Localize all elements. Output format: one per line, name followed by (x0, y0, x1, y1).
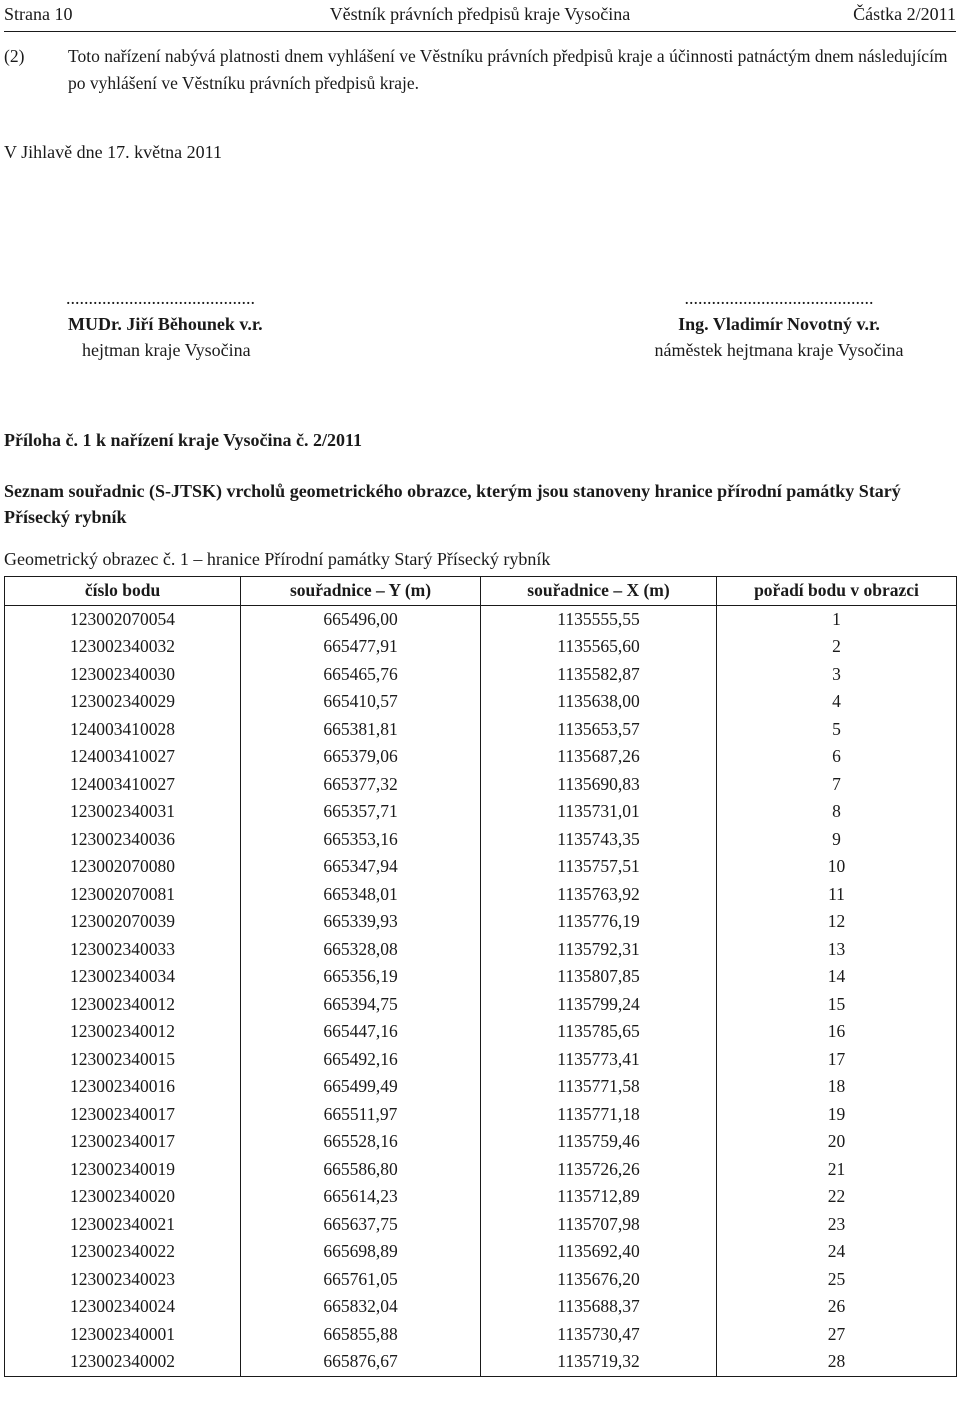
cell-point-number: 123002340019 (5, 1156, 241, 1184)
cell-point-number: 124003410027 (5, 771, 241, 799)
table-row (5, 1046, 957, 1074)
cell-coord-x: 1135653,57 (481, 716, 717, 744)
table-row (5, 771, 957, 799)
cell-coord-y: 665347,94 (241, 853, 481, 881)
cell-coord-y: 665353,16 (241, 826, 481, 854)
cell-coord-x: 1135676,20 (481, 1266, 717, 1294)
cell-coord-x: 1135726,26 (481, 1156, 717, 1184)
cell-point-order: 17 (717, 1046, 957, 1074)
cell-point-number: 123002070081 (5, 881, 241, 909)
cell-coord-y: 665698,89 (241, 1238, 481, 1266)
cell-coord-x: 1135785,65 (481, 1018, 717, 1046)
place-date: V Jihlavě dne 17. května 2011 (4, 142, 222, 162)
header-divider (4, 31, 956, 32)
cell-coord-x: 1135731,01 (481, 798, 717, 826)
table-row (5, 1018, 957, 1046)
cell-point-order: 19 (717, 1101, 957, 1129)
cell-coord-x: 1135743,35 (481, 826, 717, 854)
table-row (5, 1293, 957, 1321)
cell-point-order: 7 (717, 771, 957, 799)
table-header-row (5, 577, 957, 606)
cell-point-order: 9 (717, 826, 957, 854)
cell-point-number: 124003410027 (5, 743, 241, 771)
cell-coord-x: 1135687,26 (481, 743, 717, 771)
cell-point-order: 26 (717, 1293, 957, 1321)
table-row (5, 1073, 957, 1101)
cell-coord-y: 665511,97 (241, 1101, 481, 1129)
cell-coord-y: 665394,75 (241, 991, 481, 1019)
cell-coord-y: 665832,04 (241, 1293, 481, 1321)
signature-line: .......................................... (66, 288, 255, 308)
cell-point-number: 123002340034 (5, 963, 241, 991)
cell-point-order: 22 (717, 1183, 957, 1211)
cell-point-number: 123002070039 (5, 908, 241, 936)
table-row (5, 1348, 957, 1376)
cell-coord-y: 665357,71 (241, 798, 481, 826)
cell-coord-x: 1135771,18 (481, 1101, 717, 1129)
cell-point-number: 123002340012 (5, 1018, 241, 1046)
cell-point-number: 123002340036 (5, 826, 241, 854)
cell-point-order: 3 (717, 661, 957, 689)
cell-point-order: 6 (717, 743, 957, 771)
cell-coord-x: 1135807,85 (481, 963, 717, 991)
table-row (5, 1128, 957, 1156)
cell-point-number: 123002340001 (5, 1321, 241, 1349)
paragraph-2 (4, 43, 956, 97)
cell-coord-x: 1135757,51 (481, 853, 717, 881)
signatory-role: hejtman kraje Vysočina (82, 340, 251, 360)
paragraph-text: Toto nařízení nabývá platnosti dnem vyhlášení ve Věstníku právních předpisů kraje a účinnosti patnáctým dnem následujícím po vyhlášení ve Věstníku právních předpisů kraje. (68, 46, 948, 93)
table-row (5, 1321, 957, 1349)
cell-coord-y: 665528,16 (241, 1128, 481, 1156)
table-row (5, 605, 957, 633)
issue-number: Částka 2/2011 (853, 4, 956, 24)
table-row (5, 633, 957, 661)
cell-coord-x: 1135719,32 (481, 1348, 717, 1376)
cell-coord-x: 1135776,19 (481, 908, 717, 936)
cell-point-number: 123002340022 (5, 1238, 241, 1266)
cell-point-number: 123002340023 (5, 1266, 241, 1294)
cell-coord-y: 665348,01 (241, 881, 481, 909)
cell-coord-x: 1135773,41 (481, 1046, 717, 1074)
cell-point-order: 23 (717, 1211, 957, 1239)
cell-coord-y: 665496,00 (241, 605, 481, 633)
cell-point-order: 16 (717, 1018, 957, 1046)
cell-coord-x: 1135712,89 (481, 1183, 717, 1211)
cell-coord-y: 665328,08 (241, 936, 481, 964)
table-row (5, 991, 957, 1019)
cell-coord-y: 665465,76 (241, 661, 481, 689)
cell-coord-y: 665492,16 (241, 1046, 481, 1074)
cell-point-order: 12 (717, 908, 957, 936)
cell-coord-x: 1135730,47 (481, 1321, 717, 1349)
cell-point-order: 2 (717, 633, 957, 661)
table-row (5, 1156, 957, 1184)
list-title: Seznam souřadnic (S-JTSK) vrcholů geometrického obrazce, kterým jsou stanoveny hranice přírodní památky Starý Přísecký rybník (4, 481, 901, 527)
cell-coord-y: 665447,16 (241, 1018, 481, 1046)
table-row (5, 743, 957, 771)
cell-point-number: 123002340002 (5, 1348, 241, 1376)
cell-coord-y: 665761,05 (241, 1266, 481, 1294)
cell-point-order: 24 (717, 1238, 957, 1266)
cell-coord-x: 1135771,58 (481, 1073, 717, 1101)
cell-point-number: 123002340012 (5, 991, 241, 1019)
cell-point-order: 15 (717, 991, 957, 1019)
cell-point-number: 123002340033 (5, 936, 241, 964)
table-row (5, 881, 957, 909)
table-row (5, 798, 957, 826)
table-row (5, 1238, 957, 1266)
cell-point-order: 13 (717, 936, 957, 964)
table-caption: Geometrický obrazec č. 1 – hranice Přírodní památky Starý Přísecký rybník (4, 549, 551, 569)
cell-coord-x: 1135692,40 (481, 1238, 717, 1266)
coordinates-table (4, 576, 957, 1377)
cell-point-order: 20 (717, 1128, 957, 1156)
header-point-number: číslo bodu (5, 577, 241, 606)
cell-point-number: 123002340031 (5, 798, 241, 826)
cell-point-number: 124003410028 (5, 716, 241, 744)
table-row (5, 688, 957, 716)
cell-coord-x: 1135555,55 (481, 605, 717, 633)
cell-coord-x: 1135582,87 (481, 661, 717, 689)
cell-point-number: 123002340017 (5, 1101, 241, 1129)
cell-coord-x: 1135763,92 (481, 881, 717, 909)
cell-point-number: 123002340015 (5, 1046, 241, 1074)
cell-point-number: 123002340020 (5, 1183, 241, 1211)
cell-coord-y: 665356,19 (241, 963, 481, 991)
cell-point-number: 123002340024 (5, 1293, 241, 1321)
cell-coord-y: 665410,57 (241, 688, 481, 716)
table-row (5, 1211, 957, 1239)
cell-coord-x: 1135792,31 (481, 936, 717, 964)
cell-coord-y: 665377,32 (241, 771, 481, 799)
table-row (5, 1183, 957, 1211)
cell-coord-y: 665876,67 (241, 1348, 481, 1376)
paragraph-number: (2) (4, 46, 25, 66)
signature-line: .......................................... (684, 288, 874, 308)
cell-point-number: 123002070054 (5, 605, 241, 633)
cell-point-order: 11 (717, 881, 957, 909)
cell-point-number: 123002340016 (5, 1073, 241, 1101)
cell-coord-y: 665477,91 (241, 633, 481, 661)
cell-point-number: 123002340017 (5, 1128, 241, 1156)
cell-coord-y: 665381,81 (241, 716, 481, 744)
signature-left (66, 285, 263, 363)
table-row (5, 716, 957, 744)
signature-right (634, 285, 924, 363)
journal-title: Věstník právních předpisů kraje Vysočina (329, 4, 631, 24)
cell-coord-x: 1135799,24 (481, 991, 717, 1019)
cell-point-order: 21 (717, 1156, 957, 1184)
cell-point-number: 123002340032 (5, 633, 241, 661)
cell-coord-y: 665499,49 (241, 1073, 481, 1101)
cell-coord-y: 665637,75 (241, 1211, 481, 1239)
cell-point-number: 123002340021 (5, 1211, 241, 1239)
signatory-name: Ing. Vladimír Novotný v.r. (678, 314, 880, 334)
cell-point-order: 5 (717, 716, 957, 744)
cell-point-order: 28 (717, 1348, 957, 1376)
cell-coord-x: 1135688,37 (481, 1293, 717, 1321)
cell-point-order: 27 (717, 1321, 957, 1349)
attachment-title: Příloha č. 1 k nařízení kraje Vysočina č. 2/2011 (4, 430, 362, 450)
table-row (5, 853, 957, 881)
cell-point-order: 8 (717, 798, 957, 826)
header-coord-y: souřadnice – Y (m) (241, 577, 481, 606)
table-row (5, 826, 957, 854)
page-header (4, 4, 956, 26)
cell-point-number: 123002340029 (5, 688, 241, 716)
header-point-order: pořadí bodu v obrazci (717, 577, 957, 606)
cell-coord-y: 665855,88 (241, 1321, 481, 1349)
cell-coord-x: 1135707,98 (481, 1211, 717, 1239)
table-row (5, 908, 957, 936)
cell-point-order: 25 (717, 1266, 957, 1294)
table-row (5, 1101, 957, 1129)
signatory-role: náměstek hejtmana kraje Vysočina (654, 340, 904, 360)
cell-point-order: 1 (717, 605, 957, 633)
table-row (5, 1266, 957, 1294)
page-number: Strana 10 (4, 4, 73, 24)
cell-point-order: 18 (717, 1073, 957, 1101)
cell-coord-x: 1135690,83 (481, 771, 717, 799)
cell-point-order: 4 (717, 688, 957, 716)
cell-coord-y: 665614,23 (241, 1183, 481, 1211)
cell-coord-x: 1135638,00 (481, 688, 717, 716)
signatory-name: MUDr. Jiří Běhounek v.r. (68, 314, 263, 334)
cell-coord-y: 665586,80 (241, 1156, 481, 1184)
cell-coord-x: 1135565,60 (481, 633, 717, 661)
table-row (5, 963, 957, 991)
cell-point-number: 123002070080 (5, 853, 241, 881)
cell-point-number: 123002340030 (5, 661, 241, 689)
cell-coord-y: 665379,06 (241, 743, 481, 771)
cell-point-order: 14 (717, 963, 957, 991)
header-coord-x: souřadnice – X (m) (481, 577, 717, 606)
table-row (5, 936, 957, 964)
cell-coord-x: 1135759,46 (481, 1128, 717, 1156)
cell-coord-y: 665339,93 (241, 908, 481, 936)
cell-point-order: 10 (717, 853, 957, 881)
table-row (5, 661, 957, 689)
